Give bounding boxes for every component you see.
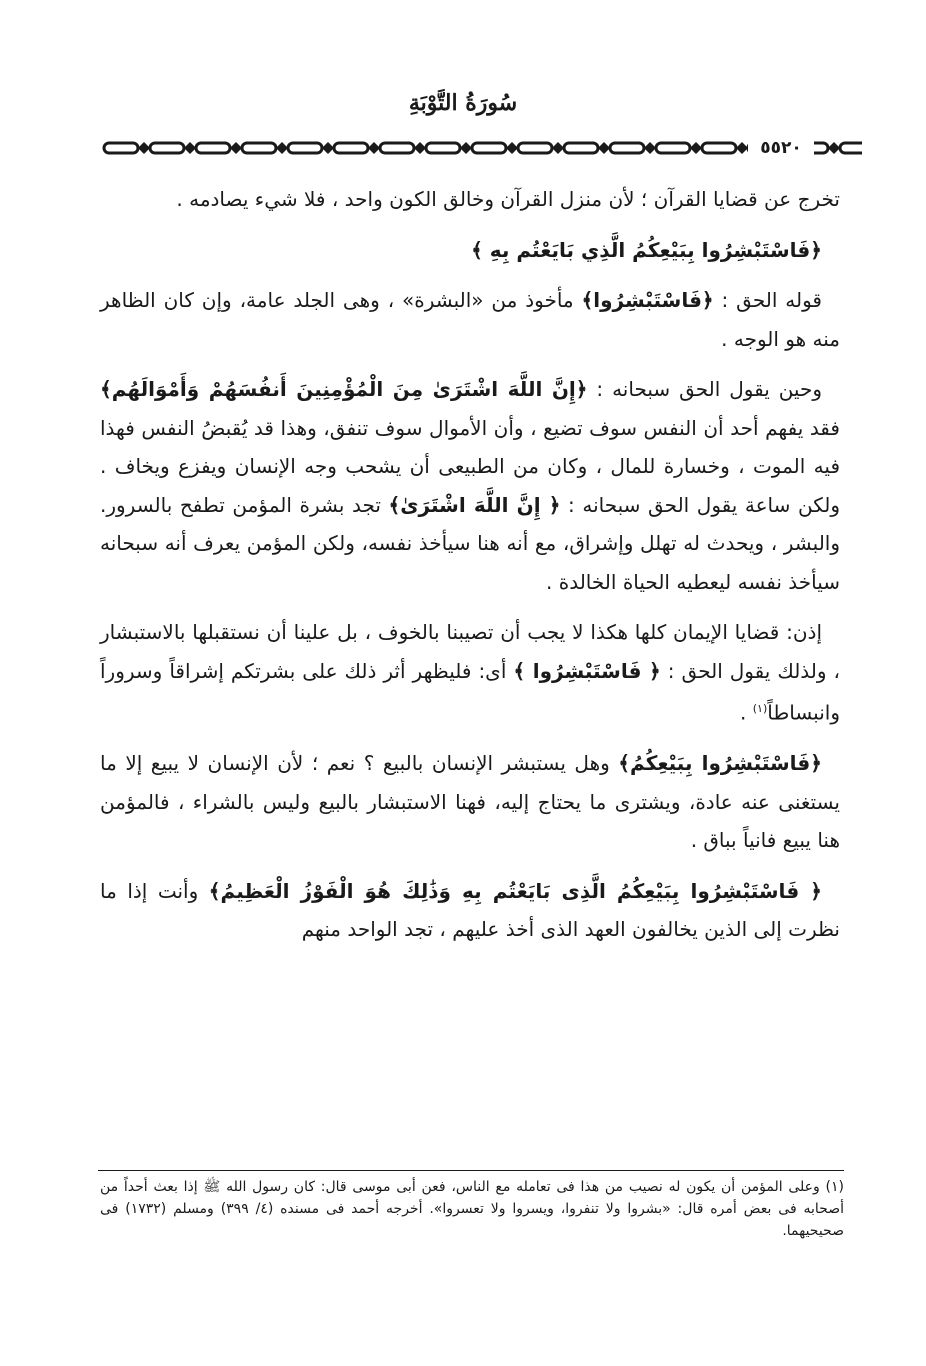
quran-verse: ﴿فَاسْتَبْشِرُوا بِبَيْعِكُمُ﴾ xyxy=(618,751,822,776)
ornament-oval xyxy=(334,143,368,153)
ornament-oval xyxy=(656,143,690,153)
ornament-diamond xyxy=(828,142,840,154)
quran-verse: ﴿فَاسْتَبْشِرُوا بِبَيْعِكُمُ الَّذِي بَايَعْتُم بِهِ ﴾ xyxy=(471,237,822,262)
text-run: قوله الحق : xyxy=(713,288,822,312)
text-run: وحين يقول الحق سبحانه : xyxy=(587,377,822,401)
quran-verse: ﴿ فَاسْتَبْشِرُوا بِبَيْعِكُمُ الَّذِى بَايَعْتُم بِهِ وَذَٰلِكَ هُوَ الْفَوْزُ الْعَظِيمُ﴾ xyxy=(208,878,823,903)
page-number: ٥٥٢٠ xyxy=(748,137,814,159)
ornament-oval xyxy=(196,143,230,153)
text-run: تجد بشرة المؤمن تطفح بالسرور. والبشر ، ويحدث له تهلل وإشراق، مع أنه هنا سيأخذ نفسه، ولكن المؤمن يعرف أنه سبحانه سيأخذ نفسه ليعطيه الحياة الخالدة . xyxy=(100,492,840,594)
text-run: . xyxy=(740,700,753,725)
paragraph-4 xyxy=(100,370,840,601)
text-run: فقد يفهم أحد أن النفس سوف تضيع ، وأن الأموال سوف تنفق، وهذا قد يُقبضُ النفس فهذا فيه الموت ، وخسارة للمال ، وكان من الطبيعى أن يشحب وجه الإنسان ويفزع ويخاف . ولكن ساعة يقول الحق سبحانه : xyxy=(100,415,840,517)
ornament-diamond xyxy=(368,142,380,154)
footnote-1: (١) وعلى المؤمن أن يكون له نصيب من هذا فى تعامله مع الناس، فعن أبى موسى قال: كان رسول الله ﷺ إذا بعث أحداً من أصحابه فى بعض أمره قال: «بشروا ولا تنفروا، ويسروا ولا تعسروا». أخرجه أحمد فى مسنده (٤/ ٣٩٩) ومسلم (١٧٣٢) فى صحيحيهما. xyxy=(100,1179,844,1239)
ornament-oval xyxy=(380,143,414,153)
ornament-diamond xyxy=(460,142,472,154)
paragraph-1 xyxy=(100,180,840,219)
ornament-oval xyxy=(242,143,276,153)
ornament-diamond xyxy=(690,142,702,154)
paragraph-2 xyxy=(100,231,840,270)
paragraph-3 xyxy=(100,281,840,358)
ornament-oval xyxy=(702,143,736,153)
ornament-oval xyxy=(518,143,552,153)
ornament-diamond xyxy=(598,142,610,154)
text-run: وأنت إذا ما نظرت إلى الذين يخالفون العهد الذى أخذ عليهم ، تجد الواحد منهم xyxy=(100,878,840,942)
ornament-diamond xyxy=(736,142,748,154)
ornament-diamond xyxy=(276,142,288,154)
ornament-oval xyxy=(564,143,598,153)
ornament-oval xyxy=(472,143,506,153)
ornament-diamond xyxy=(138,142,150,154)
quran-verse: ﴿إِنَّ اللَّهَ اشْتَرَىٰ مِنَ الْمُؤْمِنِينَ أَنفُسَهُمْ وَأَمْوَالَهُم﴾ xyxy=(100,377,588,401)
ornament-oval xyxy=(840,143,862,153)
paragraph-6 xyxy=(100,744,840,860)
ornament-oval xyxy=(150,143,184,153)
ornament-diamond xyxy=(552,142,564,154)
quran-verse: ﴿فَاسْتَبْشِرُوا﴾ xyxy=(581,288,714,312)
quran-verse: ﴿ فَاسْتَبْشِرُوا ﴾ xyxy=(513,658,661,683)
quran-verse: ﴿ إِنَّ اللَّهَ اشْتَرَىٰ﴾ xyxy=(388,492,561,517)
paragraph-5 xyxy=(100,613,840,732)
footnotes xyxy=(100,1176,844,1242)
ornament-oval xyxy=(426,143,460,153)
text-run: تخرج عن قضايا القرآن ؛ لأن منزل القرآن وخالق الكون واحد ، فلا شيء يصادمه . xyxy=(176,187,840,211)
text-run: إذن: قضايا الإيمان كلها هكذا لا يجب أن تصيبنا بالخوف ، بل علينا أن نستقبلها بالاستبشار ، ولذلك يقول الحق : xyxy=(100,620,840,683)
ornament-diamond xyxy=(644,142,656,154)
ornament-diamond xyxy=(184,142,196,154)
ornament-oval xyxy=(610,143,644,153)
text-run: وهل يستبشر الإنسان بالبيع ؟ نعم ؛ لأن الإنسان لا يبيع إلا ما يستغنى عنه عادة، ويشترى ما يحتاج إليه، فهنا الاستبشار بالبيع وليس بالشراء ، فالمؤمن هنا يبيع فانياً بباق . xyxy=(100,751,840,853)
paragraph-7 xyxy=(100,872,840,949)
ornament-oval xyxy=(104,143,138,153)
text-run: أى: فليظهر أثر ذلك على بشرتكم إشراقاً وسروراً وانبساطاً xyxy=(100,658,840,725)
ornament-diamond xyxy=(230,142,242,154)
footnote-divider xyxy=(98,1170,844,1171)
footnote-reference[interactable]: (١) xyxy=(752,702,768,715)
text-run: مأخوذ من «البشرة» ، وهى الجلد عامة، وإن كان الظاهر منه هو الوجه . xyxy=(100,288,840,351)
ornament-diamond xyxy=(414,142,426,154)
surah-title: سُورَةُ التَّوْبَةِ xyxy=(408,90,518,116)
main-text xyxy=(100,180,840,961)
ornament-diamond xyxy=(506,142,518,154)
ornament-oval xyxy=(288,143,322,153)
ornament-diamond xyxy=(322,142,334,154)
